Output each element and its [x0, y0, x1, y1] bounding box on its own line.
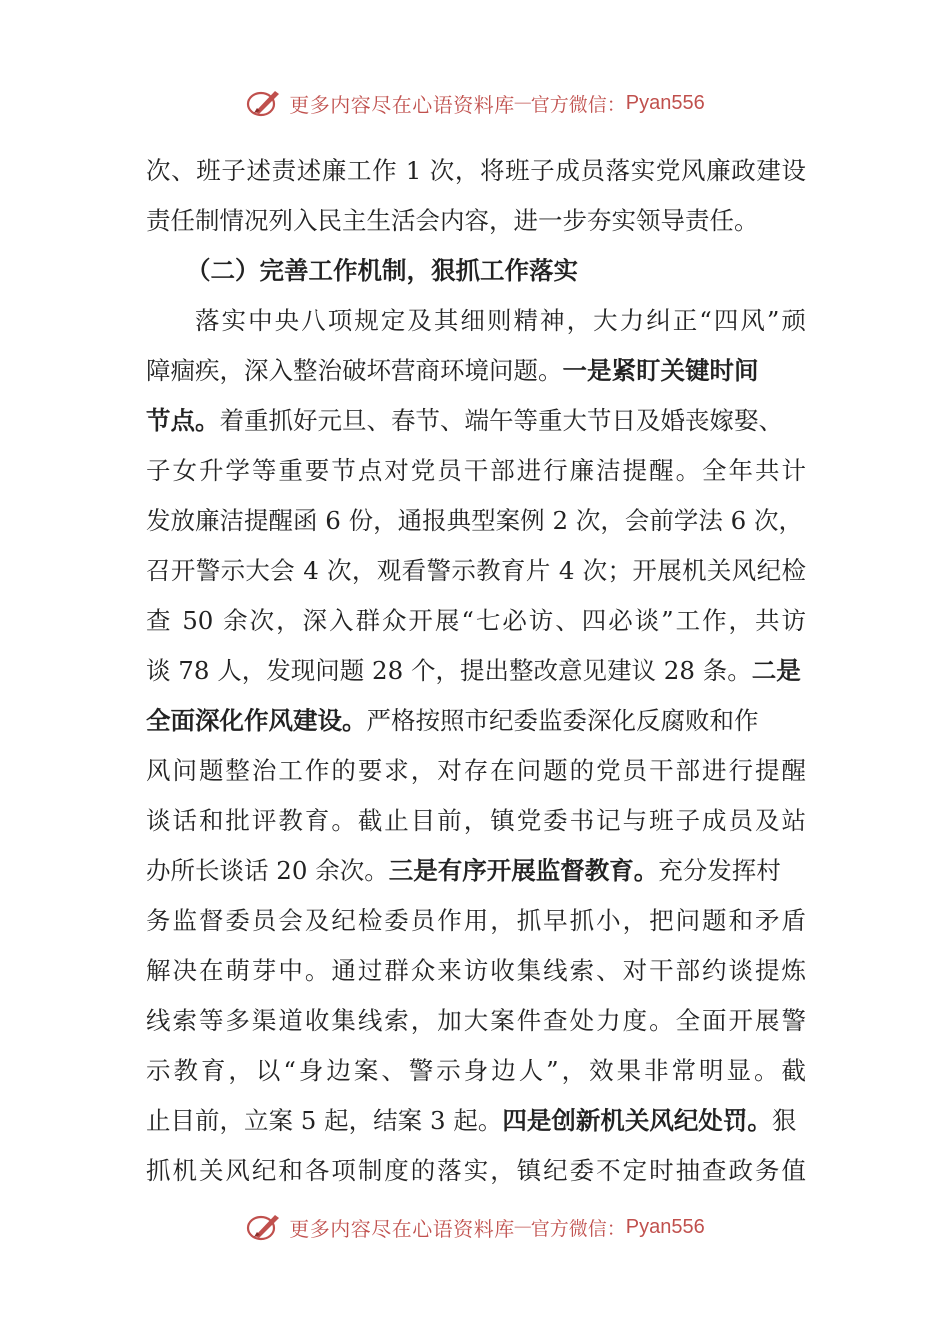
text-line	[146, 1096, 806, 1146]
text-line: 责任制情况列入民主生活会内容，进一步夯实领导责任。	[146, 206, 759, 235]
bold-phrase: 四是创新机关风纪处罚。	[502, 1106, 772, 1135]
text-segment: 严格按照市纪委监委深化反腐败和作	[366, 706, 759, 735]
banner-wechat-label: 官方微信：	[530, 1217, 626, 1240]
banner-wechat-id: Pyan556	[625, 91, 705, 114]
header-banner	[0, 86, 950, 126]
text-line	[146, 846, 806, 896]
banner-wechat-label: 官方微信：	[530, 93, 626, 116]
text-line: 风问题整治工作的要求，对存在问题的党员干部进行提醒	[146, 756, 806, 785]
text-line: 解决在萌芽中。通过群众来访收集线索、对干部约谈提炼	[146, 956, 806, 985]
text-segment: 谈 78 人，发现问题 28 个，提出整改意见建议 28 条。	[146, 656, 752, 685]
banner-text: 更多内容尽在心语资料库	[289, 1216, 515, 1241]
text-line: 线索等多渠道收集线索，加大案件查处力度。全面开展警	[146, 1006, 806, 1035]
body-text	[146, 146, 806, 1196]
text-segment: 狠	[771, 1106, 797, 1135]
banner-dash: —	[514, 94, 531, 111]
pen-logo-icon	[245, 86, 285, 120]
banner-wechat-id: Pyan556	[625, 1215, 705, 1238]
banner-text: 更多内容尽在心语资料库	[289, 92, 515, 117]
bold-phrase: 一是紧盯关键时间	[562, 356, 759, 385]
text-segment: 止目前，立案 5 起，结案 3 起。	[146, 1106, 503, 1135]
text-line: 发放廉洁提醒函 6 份，通报典型案例 2 次，会前学法 6 次，	[146, 506, 803, 535]
text-line: 谈话和批评教育。截止目前，镇党委书记与班子成员及站	[146, 806, 806, 835]
bold-phrase: 三是有序开展监督教育。	[388, 856, 659, 885]
text-line: 查 50 余次，深入群众开展“七必访、四必谈”工作，共访	[146, 606, 806, 635]
section-heading: （二）完善工作机制，狠抓工作落实	[186, 256, 578, 285]
text-line	[146, 696, 806, 746]
text-line: 抓机关风纪和各项制度的落实，镇纪委不定时抽查政务值	[146, 1156, 806, 1185]
text-segment: 着重抓好元旦、春节、端午等重大节日及婚丧嫁娶、	[219, 406, 783, 435]
text-line: 召开警示大会 4 次，观看警示教育片 4 次；开展机关风纪检	[146, 556, 806, 585]
text-segment: 办所长谈话 20 余次。	[146, 856, 389, 885]
text-line: 次、班子述责述廉工作 1 次，将班子成员落实党风廉政建设	[146, 156, 806, 185]
text-line: 落实中央八项规定及其细则精神，大力纠正“四风”顽	[195, 306, 806, 335]
footer-banner	[0, 1210, 950, 1250]
text-line	[146, 396, 806, 446]
text-line	[146, 346, 806, 396]
bold-phrase: 全面深化作风建设。	[146, 706, 367, 735]
text-line: 示教育，以“身边案、警示身边人”，效果非常明显。截	[146, 1056, 806, 1085]
pen-logo-icon	[245, 1210, 285, 1244]
text-segment: 障痼疾，深入整治破坏营商环境问题。	[146, 356, 563, 385]
bold-phrase: 节点。	[146, 406, 220, 435]
text-line: 子女升学等重要节点对党员干部进行廉洁提醒。全年共计	[146, 456, 806, 485]
text-line: 务监督委员会及纪检委员作用，抓早抓小，把问题和矛盾	[146, 906, 806, 935]
text-segment: 充分发挥村	[658, 856, 781, 885]
banner-dash: —	[514, 1218, 531, 1235]
bold-phrase: 二是	[751, 656, 801, 685]
text-line	[146, 646, 806, 696]
